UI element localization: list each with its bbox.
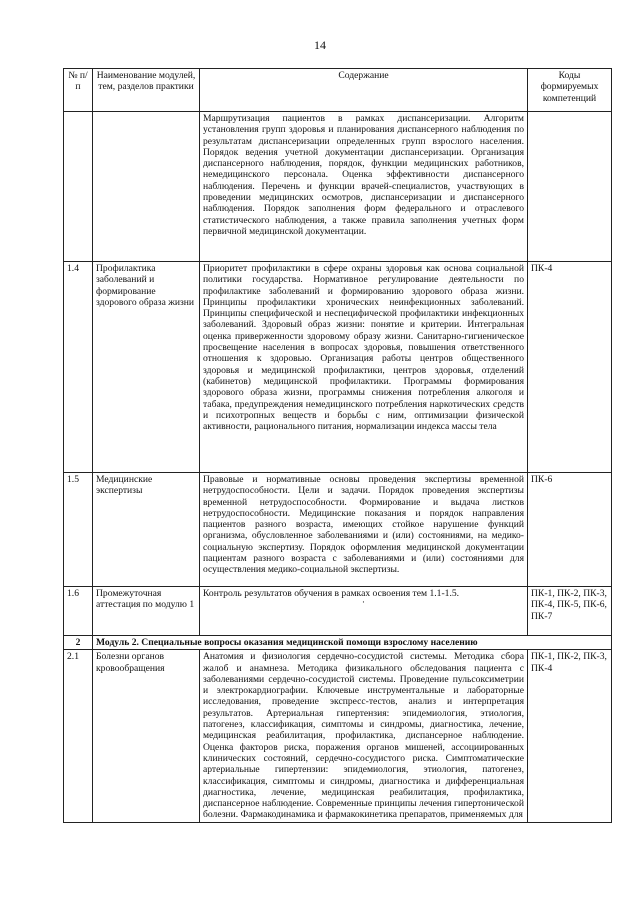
- row-num: 2.1: [64, 650, 93, 822]
- row-content: Маршрутизация пациентов в рамках диспансеризации. Алгоритм установления групп здоровья и планирования диспансерного наблюдения по результатам диспансеризации определенных групп взрослого населения. Порядок ведения учетной документации диспансеризации. Организация диспансерного наблюдения, порядок, функции медицинских работников, немедицинского персонала. Оценка эффективности диспансерного наблюдения. Перечень и функции врачей-специалистов, участвующих в проведении медицинских осмотров, диспансеризации и диспансерного наблюдения. Порядок заполнения форм федерального и отраслевого статистического наблюдения, а также правила заполнения учетных форм первичной медицинской документации.: [200, 112, 528, 262]
- row-name: Промежуточная аттестация по модулю 1: [93, 587, 200, 636]
- ink-dot: ·: [361, 597, 366, 609]
- row-content-text: Контроль результатов обучения в рамках освоения тем 1.1-1.5.: [203, 588, 460, 599]
- module-title: Модуль 2. Специальные вопросы оказания медицинской помощи взрослому населению: [93, 636, 612, 650]
- row-num: 1.4: [64, 262, 93, 473]
- row-num: 1.5: [64, 473, 93, 587]
- row-codes: [528, 112, 612, 262]
- row-name: Медицинские экспертизы: [93, 473, 200, 587]
- row-codes: ПК-4: [528, 262, 612, 473]
- module-header-row: [64, 636, 612, 650]
- row-content: Правовые и нормативные основы проведения экспертизы временной нетрудоспособности. Цели и задачи. Порядок проведения экспертизы временной нетрудоспособности. Формирование и выдача листков нетрудоспособности. Медицинские показания и порядок направления пациентов разного возраста, имеющих стойкое нарушение функций организма, обусловленное заболеваниями и (или) состояниями, на медико-социальную экспертизу. Порядок оформления медицинской документации пациентам разного возраста с заболеваниями и (или) состояниями для осуществления медико-социальной экспертизы.: [200, 473, 528, 587]
- header-name: Наименование модулей, тем, разделов практики: [93, 69, 200, 112]
- row-codes: ПК-1, ПК-2, ПК-3, ПК-4: [528, 650, 612, 822]
- row-codes: ПК-1, ПК-2, ПК-3, ПК-4, ПК-5, ПК-6, ПК-7: [528, 587, 612, 636]
- table-row: [64, 112, 612, 262]
- row-name: Профилактика заболеваний и формирование здорового образа жизни: [93, 262, 200, 473]
- curriculum-table: [63, 68, 612, 823]
- row-name: [93, 112, 200, 262]
- header-content: Содержание: [200, 69, 528, 112]
- row-content: Анатомия и физиология сердечно-сосудистой системы. Методика сбора жалоб и анамнеза. Методика физикального обследования пациента с заболеваниями сердечно-сосудистой системы. Проведение пульсоксиметрии и электрокардиографии. Ключевые инструментальные и лабораторные исследования, проведение экспресс-тестов, анализ и интерпретация результатов. Артериальная гипертензия: эпидемиология, этиология, патогенез, классификация, симптомы и синдромы, диагностика, лечение, медицинская реабилитация, профилактика, диспансерное наблюдение. Оценка факторов риска, поражения органов мишеней, ассоциированных клинических состояний, сердечно-сосудистого риска. Симптоматические артериальные гипертензии: эпидемиология, этиология, патогенез, классификация, симптомы и синдромы, диагностика и дифференциальная диагностика, лечение, медицинская реабилитация, профилактика, диспансерное наблюдение. Современные принципы лечения гипертонической болезни. Фармакодинамика и фармакокинетика препаратов, применяемых для: [200, 650, 528, 822]
- table-header-row: [64, 69, 612, 112]
- row-name: Болезни органов кровообращения: [93, 650, 200, 822]
- row-content: Приоритет профилактики в сфере охраны здоровья как основа социальной политики государства. Нормативное регулирование деятельности по профилактике заболеваний и формированию здорового образа жизни. Принципы профилактики хронических неинфекционных заболеваний. Принципы специфической и неспецифической профилактики инфекционных заболеваний. Здоровый образ жизни: понятие и критерии. Интегральная оценка приверженности здоровому образу жизни. Санитарно-гигиеническое просвещение населения в вопросах здоровья, повышения ответственного отношения к здоровью. Организация работы центров общественного здоровья и медицинской профилактики, центров здоровья, отделений (кабинетов) медицинской профилактики. Программы формирования здорового образа жизни, программы снижения потребления алкоголя и табака, предупреждения немедицинского потребления наркотических средств и психотропных веществ и борьбы с ним, оптимизации физической активности, рационального питания, нормализации индекса массы тела: [200, 262, 528, 473]
- table-row: [64, 473, 612, 587]
- table-row: [64, 587, 612, 636]
- row-content: [200, 587, 528, 636]
- row-codes: ПК-6: [528, 473, 612, 587]
- module-num: 2: [64, 636, 93, 650]
- row-num: 1.6: [64, 587, 93, 636]
- table-row: [64, 650, 612, 822]
- page-number: 14: [314, 38, 326, 52]
- header-num: № п/п: [64, 69, 93, 112]
- row-num: [64, 112, 93, 262]
- table-row: [64, 262, 612, 473]
- header-codes: Коды формируемых компетенций: [528, 69, 612, 112]
